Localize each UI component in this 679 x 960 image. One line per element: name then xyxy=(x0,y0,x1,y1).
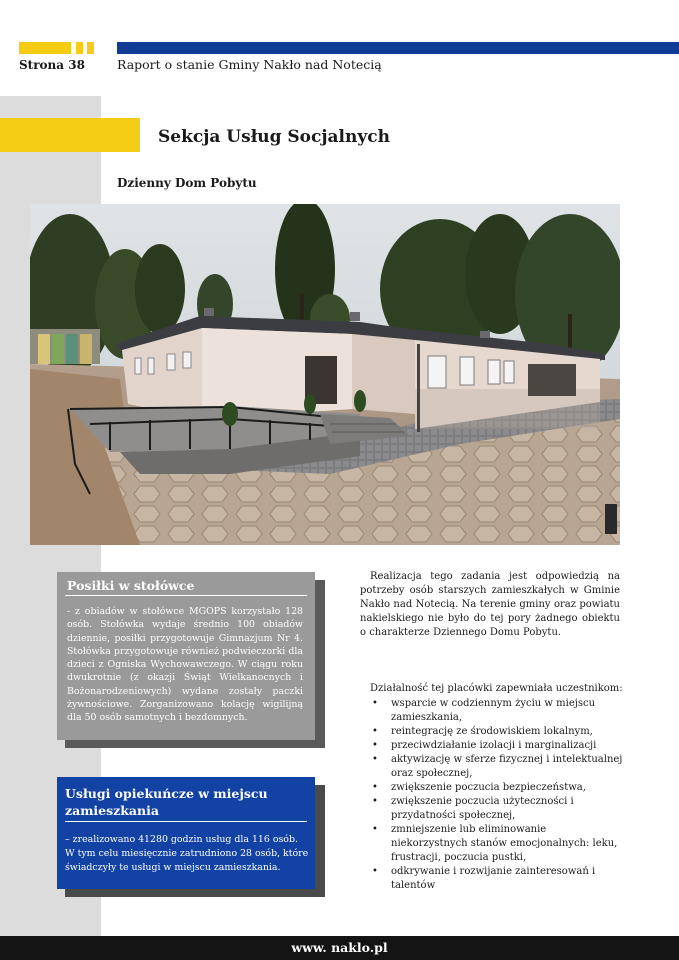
meals-box-text: - z obiadów w stołówce MGOPS korzystało 128 osób. Stołówka wydaje średnio 100 obiadów dziennie, posiłki przygotowuje Gimnazjum Nr 4. Stołówka przygotowuje również podwieczorki dla dzieci z Ogniska Wychowawczego. W ciągu roku dwukrotnie (z okazji Świąt Wielkanocnych i Bożonarodzeniowych) wydane zostały paczki żywnościowe. Zorganizowano kolację wigilijną dla 50 osób samotnych i bezdomnych. xyxy=(67,606,303,724)
list-item: • zwiększenie poczucia bezpieczeństwa, xyxy=(372,781,624,795)
meals-box-heading: Posiłki w stołówce xyxy=(67,578,195,593)
care-box xyxy=(57,777,315,889)
section-title: Sekcja Usług Socjalnych xyxy=(158,127,390,147)
header-accent-bar xyxy=(19,42,71,54)
list-item: • aktywizację w sferze fizycznej i intelektualnej oraz społecznej, xyxy=(372,753,624,781)
care-box-divider xyxy=(65,821,307,822)
footer-url[interactable]: www. naklo.pl xyxy=(291,940,388,955)
section-subtitle: Dzienny Dom Pobytu xyxy=(117,176,257,190)
list-item: • zmniejszenie lub eliminowanie niekorzystnych stanów emocjonalnych: leku, frustracji, poczucia pustki, xyxy=(372,823,624,865)
building-photo xyxy=(30,204,620,545)
header-accent-square xyxy=(76,42,83,54)
care-box-text: – zrealizowano 41280 godzin usług dla 116 osób. W tym celu miesięcznie zatrudniono 28 osób, które świadczyły te usługi w miejscu zamieszkania. xyxy=(65,834,309,873)
footer-bar xyxy=(0,936,679,960)
list-item: • przeciwdziałanie izolacji i marginalizacji xyxy=(372,739,624,753)
list-item: • zwiększenie poczucia użyteczności i przydatności społecznej, xyxy=(372,795,624,823)
list-item: • odkrywanie i rozwijanie zainteresowań i talentów xyxy=(372,865,624,893)
report-title: Raport o stanie Gminy Nakło nad Notecią xyxy=(117,57,382,72)
page-number: Strona 38 xyxy=(19,58,85,72)
meals-box-divider xyxy=(65,595,307,596)
meals-box xyxy=(57,572,315,740)
list-item: • wsparcie w codziennym życiu w miejscu zamieszkania, xyxy=(372,697,624,725)
care-box-heading: Usługi opiekuńcze w miejscu zamieszkania xyxy=(65,786,268,818)
benefits-list xyxy=(372,697,624,893)
section-flag xyxy=(0,118,140,152)
intro-paragraph: Realizacja tego zadania jest odpowiedzią na potrzeby osób starszych zamieszkałych w Gminie Nakło nad Notecią. Na terenie gminy oraz powiatu nakielskiego nie było do tej pory żadnego obiektu o charakterze Dziennego Domu Pobytu. xyxy=(360,571,620,638)
header-blue-bar xyxy=(117,42,679,54)
header-accent-square xyxy=(87,42,94,54)
list-item: • reintegrację ze środowiskiem lokalnym, xyxy=(372,725,624,739)
list-intro: Działalność tej placówki zapewniała uczestnikom: xyxy=(370,683,623,694)
